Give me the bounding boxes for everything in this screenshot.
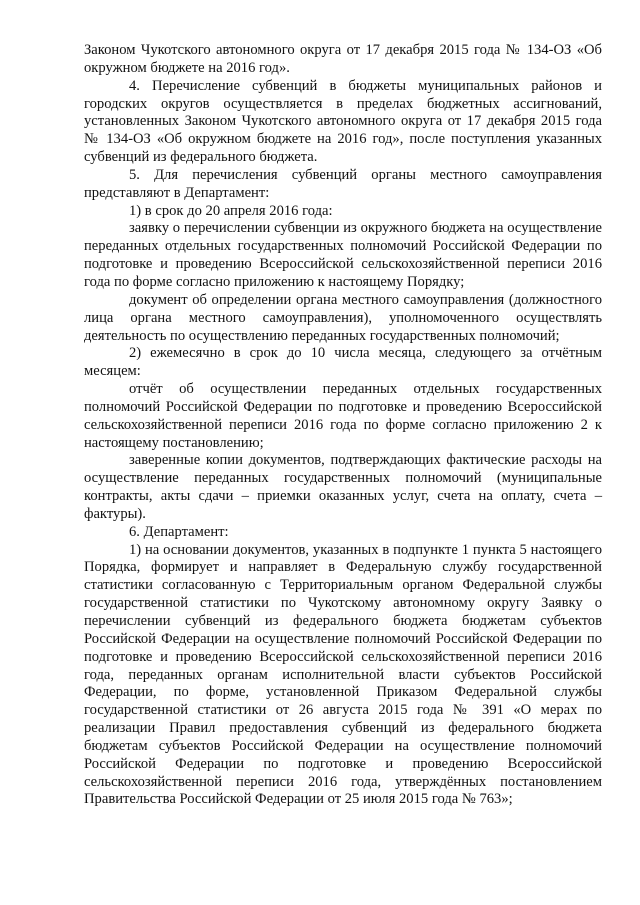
paragraph-continuation: Законом Чукотского автономного округа от 17 декабря 2015 года № 134-ОЗ «Об окружном бюджете на 2016 год». bbox=[84, 42, 602, 76]
paragraph-certified-copies: заверенные копии документов, подтверждающих фактические расходы на осуществление переданных государственных полномочий (муниципальные контракты, акты сдачи – приемки оказанных услуг, счета на оплату, счета – фактуры). bbox=[84, 452, 602, 522]
paragraph-authority-document: документ об определении органа местного самоуправления (должностного лица органа местного самоуправления), уполномоченного осуществлять деятельность по осуществлению переданных государственных полномочий; bbox=[84, 291, 602, 344]
paragraph-subitem-5-1: 1) в срок до 20 апреля 2016 года: bbox=[129, 202, 333, 219]
paragraph-subitem-5-2: 2) ежемесячно в срок до 10 числа месяца, следующего за отчётным месяцем: bbox=[84, 345, 602, 380]
paragraph-subitem-6-1: 1) на основании документов, указанных в подпункте 1 пункта 5 настоящего Порядка, формирует и направляет в Федеральную службу государственной статистики согласованную с Территориальным органом Федеральной службы государственной статистики по Чукотскому автономному округу Заявку о перечислении субвенций из федерального бюджета бюджетам субъектов Российской Федерации на осуществление полномочий Российской Федерации по подготовке и проведению Всероссийской сельскохозяйственной переписи 2016 года, переданных органам исполнительной власти субъектов Российской Федерации, по форме, установленной Приказом Федеральной службы государственной статистики от 26 августа 2015 года № 391 «О мерах по реализации Правил предоставления субвенций из федерального бюджета бюджетам субъектов Российской Федерации на осуществление полномочий Российской Федерации по подготовке и проведению Всероссийской сельскохозяйственной переписи 2016 года, утверждённых постановлением Правительства Российской Федерации от 25 июля 2015 года № 763»; bbox=[84, 541, 602, 808]
paragraph-item-5: 5. Для перечисления субвенций органы местного самоуправления представляют в Департамент: bbox=[84, 166, 602, 201]
document-page bbox=[84, 42, 602, 809]
paragraph-application: заявку о перечислении субвенции из окружного бюджета на осуществление переданных отдельных государственных полномочий Российской Федерации по подготовке и проведению Всероссийской сельскохозяйственной переписи 2016 года по форме согласно приложению к настоящему Порядку; bbox=[84, 220, 602, 290]
paragraph-item-6: 6. Департамент: bbox=[129, 523, 229, 540]
paragraph-item-4: 4. Перечисление субвенций в бюджеты муниципальных районов и городских округов осуществляется в пределах бюджетных ассигнований, установленных Законом Чукотского автономного округа от 17 декабря 2015 года № 134-ОЗ «Об окружном бюджете на 2016 год», после поступления указанных субвенций из федерального бюджета. bbox=[84, 77, 602, 166]
paragraph-report: отчёт об осуществлении переданных отдельных государственных полномочий Российской Федерации по подготовке и проведению Всероссийской сельскохозяйственной переписи 2016 года по форме согласно приложению 2 к настоящему постановлению; bbox=[84, 381, 602, 451]
